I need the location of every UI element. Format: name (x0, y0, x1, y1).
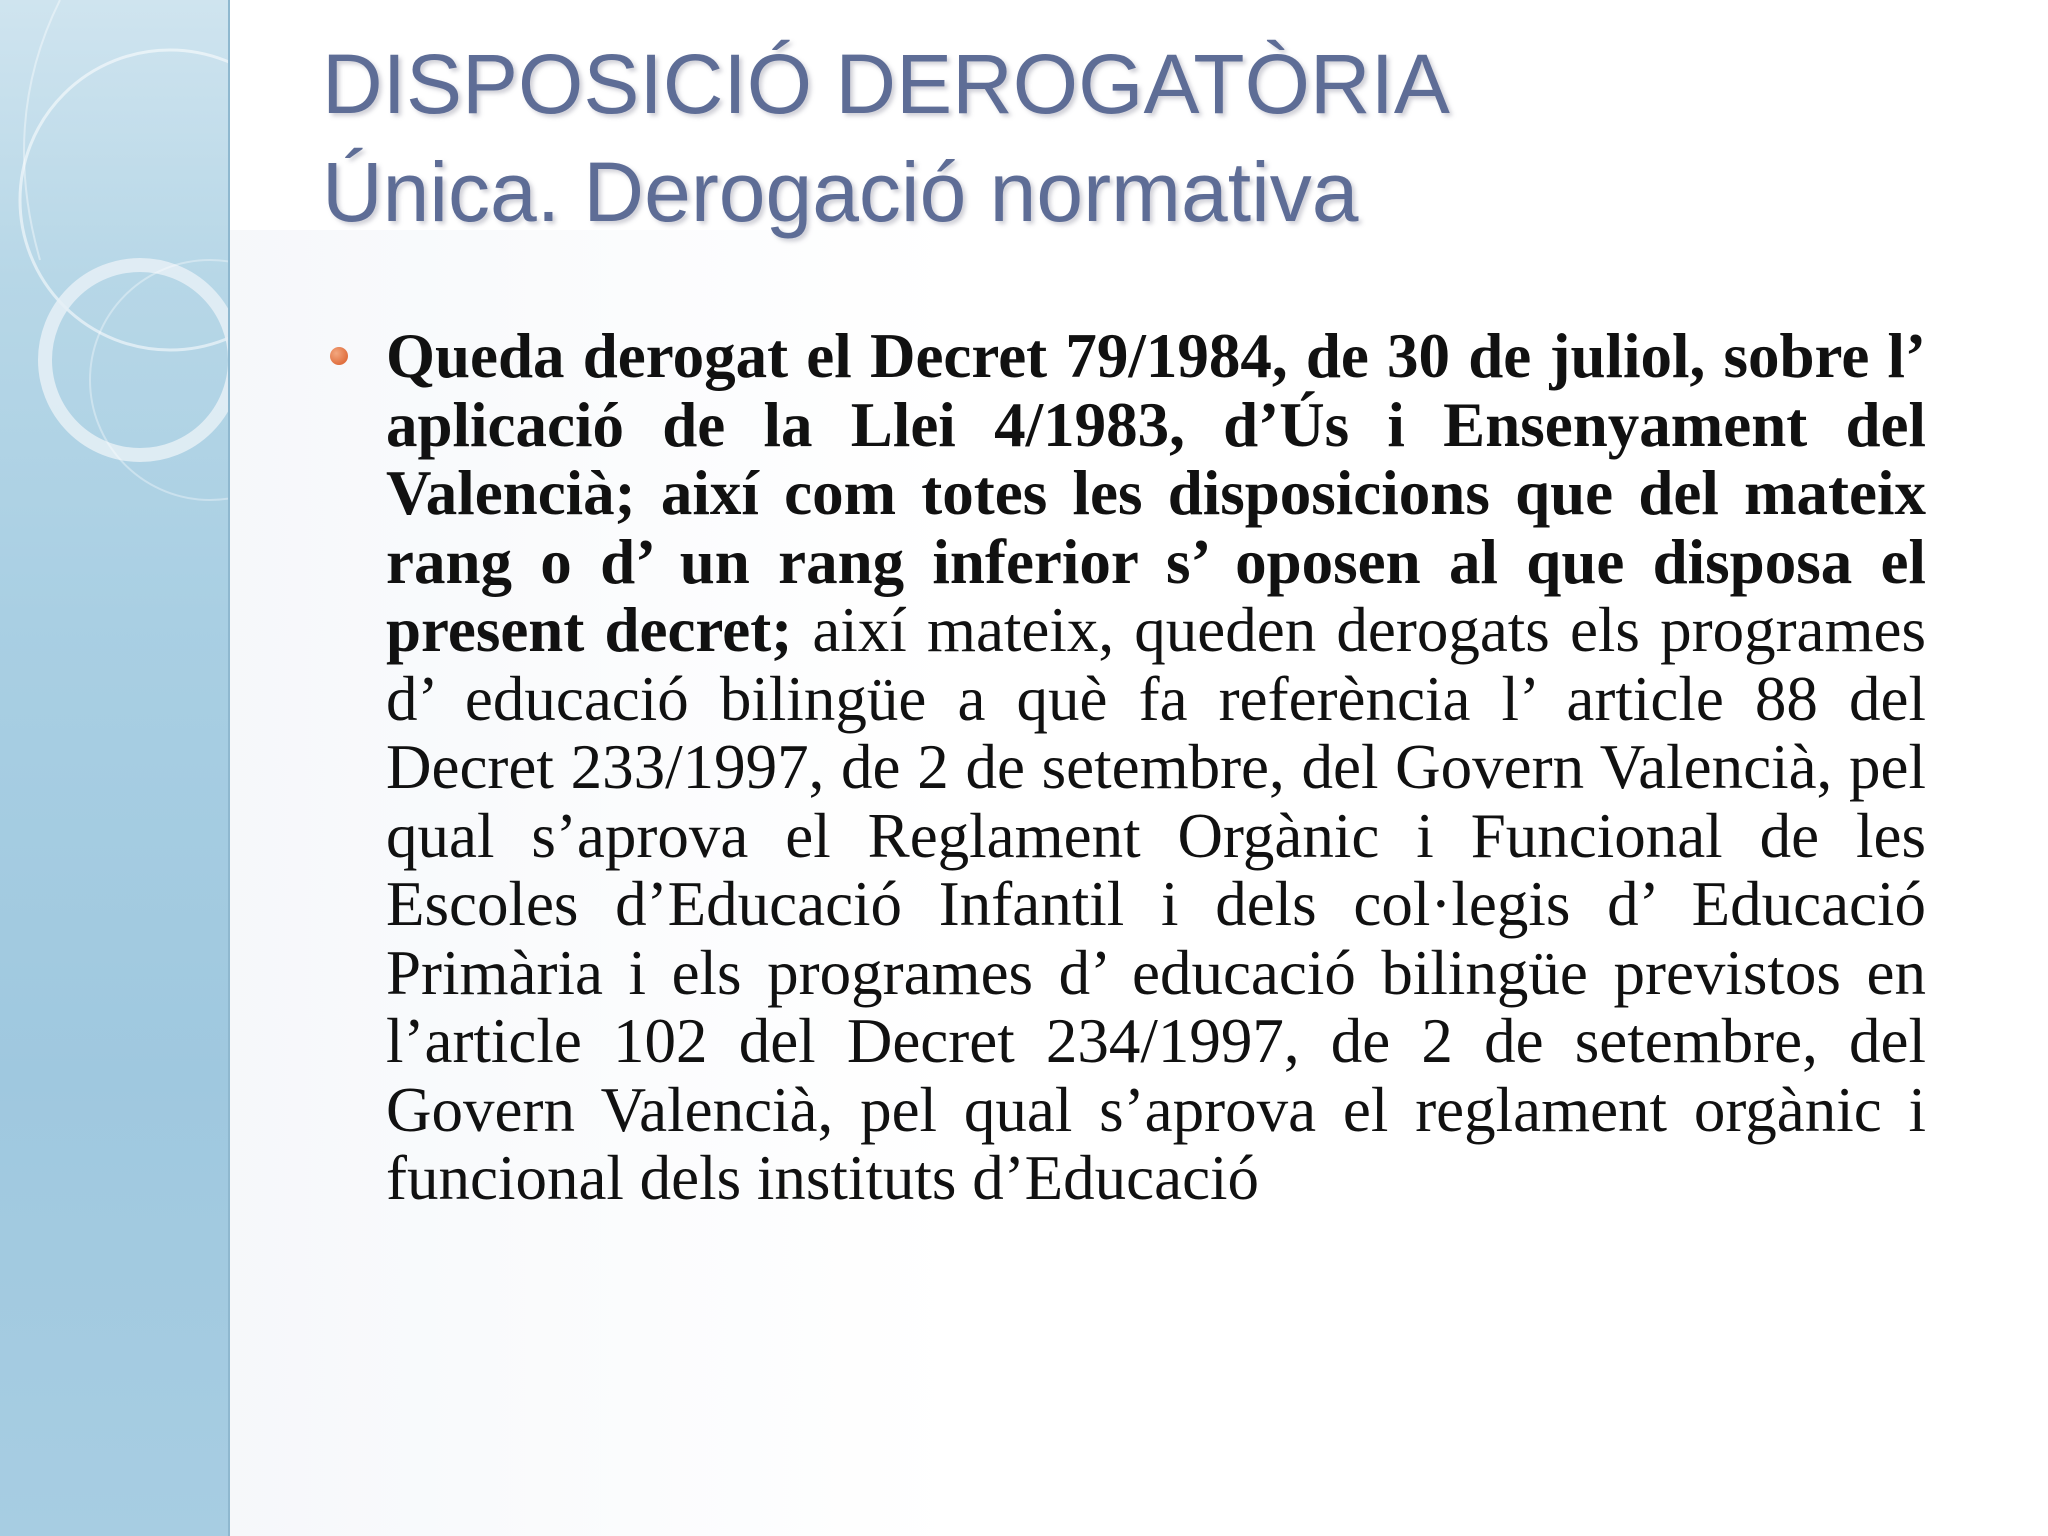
bullet-icon (330, 347, 348, 365)
title-line-2: Única. Derogació normativa (322, 145, 1359, 239)
bullet-paragraph (386, 322, 1926, 1213)
slide-title (322, 30, 1450, 246)
paragraph-regular-text: així mateix, queden derogats els programes d’ educació bilingüe a què fa referència l’ article 88 del Decret 233/1997, de 2 de setembre, del Govern Valencià, pel qual s’aprova el Reglament Orgànic i Funcional de les Escoles d’Educació Infantil i dels col·legis d’ Educació Primària i els programes d’ educació bilingüe previstos en l’article 102 del Decret 234/1997, de 2 de setembre, del Govern Valencià, pel qual s’aprova el reglament orgànic i funcional dels instituts d’Educació (386, 595, 1926, 1213)
title-line-1: DISPOSICIÓ DEROGATÒRIA (322, 37, 1450, 131)
decorative-circles (0, 0, 228, 1536)
paragraph-bold-text: Queda derogat el Decret 79/1984, de 30 de juliol, sobre l’ aplicació de la Llei 4/1983, d’Ús i Ensenyament del Valencià; així com totes les disposicions que del mateix rang o d’ un rang inferior s’ oposen al que disposa el present decret; (386, 321, 1926, 665)
decorative-side-panel (0, 0, 230, 1536)
